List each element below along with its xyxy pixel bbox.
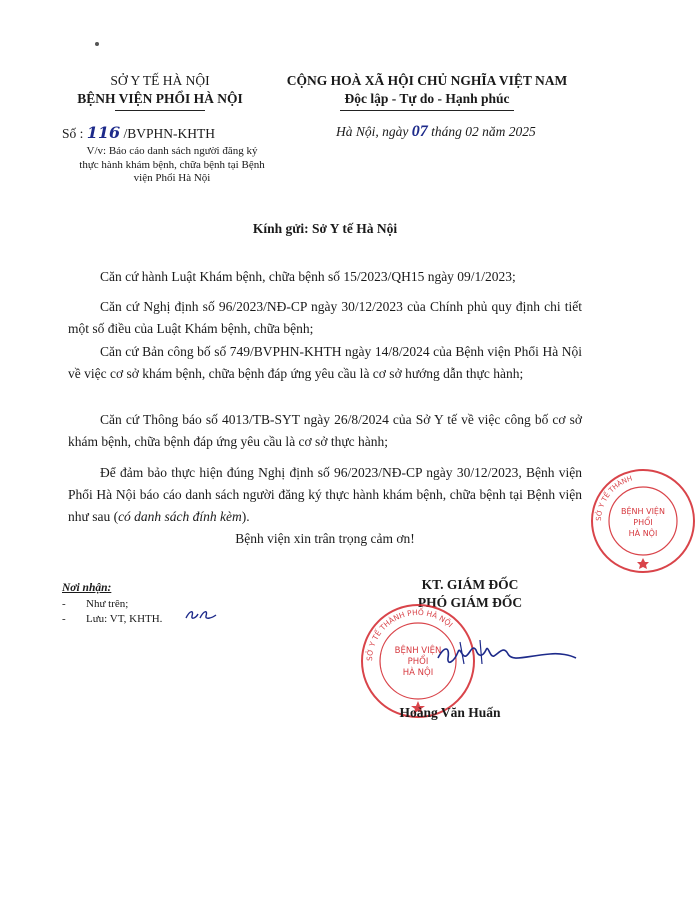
paragraph-text: Căn cứ Nghị định số 96/2023/NĐ-CP ngày 30/12/2023 của Chính phủ quy định chi tiết một số điều của Luật Khám bệnh, chữa bệnh; [68,299,582,336]
paragraph-legal-basis-1 [68,266,582,288]
scan-mark [95,42,99,46]
recipient-item: - Lưu: VT, KHTH. [62,613,163,625]
thanks-line: Bệnh viện xin trân trọng cảm ơn! [235,531,415,546]
seal-star-icon [637,558,649,569]
signatory-position: PHÓ GIÁM ĐỐC [417,595,523,610]
document-number [62,123,215,142]
seal-center-line: PHỔI [407,657,429,667]
handwritten-signature [430,628,580,678]
national-motto: Độc lập - Tự do - Hạnh phúc [344,91,510,106]
date-handwritten-day: 07 [411,123,428,140]
seal-center-line: PHỔI [633,518,653,527]
seal-ring-text: SỞ Y TẾ THÀNH PHỐ HÀ NỘI [364,607,455,662]
agency-name: SỞ Y TẾ HÀ NỘI [110,73,210,88]
paragraph-legal-basis-4 [68,409,582,453]
hospital-name: BỆNH VIỆN PHỔI HÀ NỘI [77,91,243,106]
seal-center-line: BỆNH VIỆN [621,507,665,516]
paragraph-end: ). [241,509,250,524]
motto-underline [340,110,514,111]
recipient-item: - Như trên; [62,598,129,610]
recipient-item-text: Lưu: VT, KHTH. [86,613,163,625]
recipient-line: Kính gửi: Sở Y tế Hà Nội [252,221,398,236]
date-prefix: Hà Nội, ngày [336,124,412,139]
seal-center-line: HÀ NỘI [628,529,658,538]
national-title: CỘNG HOÀ XÃ HỘI CHỦ NGHĨA VIỆT NAM [286,73,568,88]
paragraph-text: Căn cứ Thông báo số 4013/TB-SYT ngày 26/8/2024 của Sở Y tế về việc công bố cơ sở khám bệnh, chữa bệnh đáp ứng yêu cầu là cơ sở thực hành; [68,412,582,449]
paragraph-text: Căn cứ hành Luật Khám bệnh, chữa bệnh số 15/2023/QH15 ngày 09/1/2023; [100,269,516,284]
recipients-title: Nơi nhận: [62,582,112,594]
date-line [336,123,536,141]
seal-center-line: BỆNH VIỆN [394,646,442,656]
agency-underline [115,110,205,111]
subject-line: V/v: Báo cáo danh sách người đăng ký thực hành khám bệnh, chữa bệnh tại Bệnh viện Phổi Hà Nội [79,145,265,184]
paragraph-legal-basis-2 [68,296,582,340]
handwritten-initials [184,606,218,624]
docno-handwritten: 116 [86,123,121,142]
paragraph-legal-basis-3 [68,341,582,385]
signatory-title: KT. GIÁM ĐỐC [421,577,519,592]
paragraph-text: Căn cứ Bản công bố số 749/BVPHN-KHTH ngày 14/8/2024 của Bệnh viện Phổi Hà Nội về việc cơ sở khám bệnh, chữa bệnh đáp ứng yêu cầu là cơ sở hướng dẫn thực hành; [68,344,582,381]
paragraph-text: Để đảm bảo thực hiện đúng Nghị định số 96/2023/NĐ-CP ngày 30/12/2023, Bệnh viện Phổi Hà Nội báo cáo danh sách người đăng ký thực hành khám bệnh, chữa bệnh tại Bệnh viện như sau ( [68,465,582,524]
docno-suffix: /BVPHN-KHTH [120,126,216,141]
docno-prefix: Số : [62,126,87,141]
signer-name: Hoàng Văn Huấn [399,705,501,720]
seal-ring-text: SỞ Y TẾ THÀNH [594,474,634,522]
date-suffix: tháng 02 năm 2025 [427,124,536,139]
recipient-item-text: Như trên; [86,598,129,610]
paragraph-report [68,462,582,528]
attachment-note: có danh sách đính kèm [118,509,242,524]
seal-center-line: HÀ NỘI [402,668,434,678]
edge-seal [588,466,698,576]
